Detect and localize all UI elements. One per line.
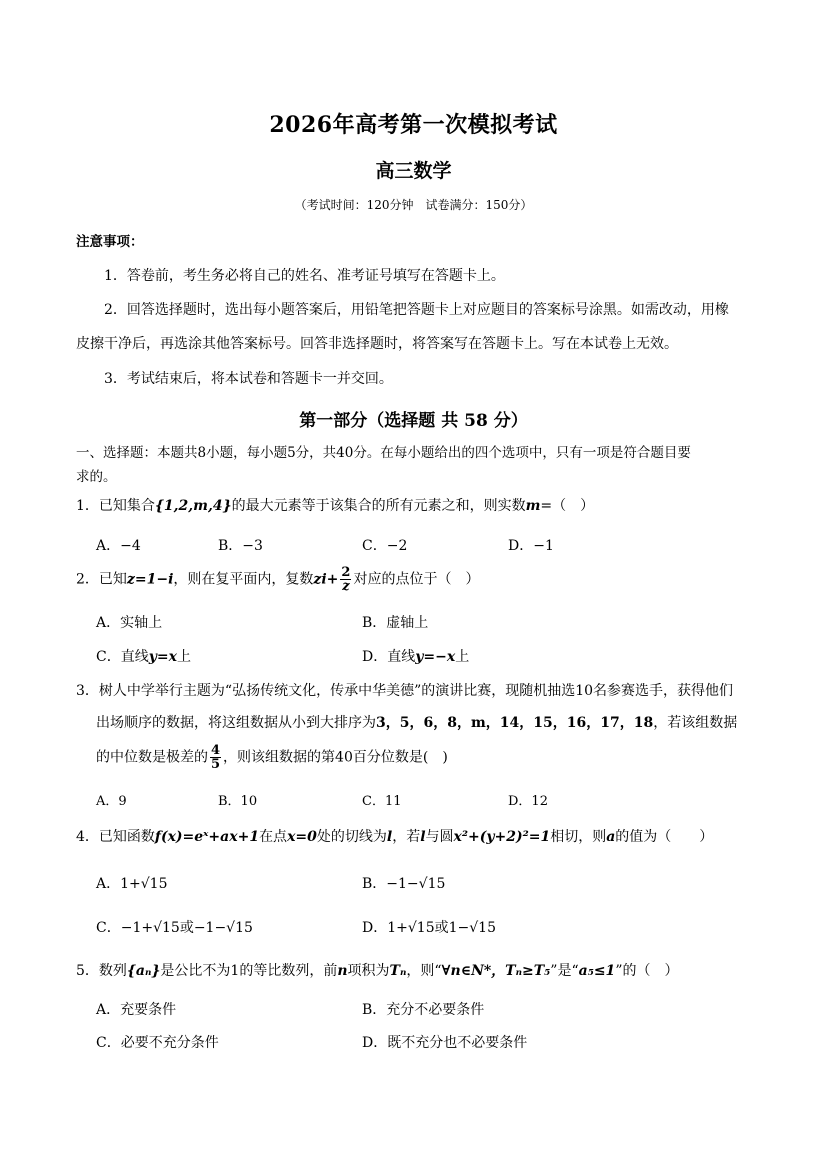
q1-option-a[interactable]: A．−4	[96, 538, 141, 554]
q4-option-b[interactable]: B．−1−√15	[362, 876, 446, 892]
q3-frac-den: 5	[211, 757, 221, 772]
q3-line2-post: ，若该组数据	[653, 715, 738, 731]
notice-heading: 注意事项：	[76, 234, 144, 250]
notice-item-3: 3．考试结束后，将本试卷和答题卡一并交回。	[104, 371, 393, 387]
q5-mid3: ，则“	[406, 963, 442, 979]
q4-l: l	[386, 829, 393, 845]
q2-optc-expr: y=x	[148, 649, 177, 665]
q5-seq: {aₙ}	[126, 963, 161, 979]
question-5-stem	[76, 960, 678, 980]
q5-end: ”的（ ）	[615, 963, 679, 979]
q5-mid4: ”是“	[550, 963, 579, 979]
section-intro-line-1: 一、选择题：本题共8小题，每小题5分，共40分。在每小题给出的四个选项中，只有一项是符合题目要	[76, 445, 691, 461]
q5-option-d[interactable]: D．既不充分也不必要条件	[362, 1035, 528, 1051]
q2-frac-num: 2	[341, 565, 351, 580]
q2-optc-pre: C．直线	[96, 649, 149, 665]
q1-pre: 1．已知集合	[76, 498, 155, 514]
q4-pre: 4．已知函数	[76, 829, 155, 845]
question-1-stem	[76, 495, 594, 515]
q2-optd-post: 上	[455, 649, 470, 665]
q1-option-d[interactable]: D．−1	[508, 538, 554, 554]
q3-line2-pre: 出场顺序的数据，将这组数据从小到大排序为	[96, 715, 376, 731]
q4-func: f(x)=eˣ+ax+1	[154, 829, 260, 845]
q2-z-expr: z=1−i	[126, 571, 174, 588]
q4-option-a[interactable]: A．1+√15	[96, 876, 168, 892]
q1-end: =（ ）	[540, 498, 595, 514]
q4-post: 相切，则	[550, 829, 607, 845]
q2-mid: ，则在复平面内，复数	[173, 571, 314, 588]
subject-title: 高三数学	[375, 160, 452, 182]
notice-item-2-line-1: 2．回答选择题时，选出每小题答案后，用铅笔把答题卡上对应题目的答案标号涂黑。如需改动，用橡	[104, 302, 729, 318]
q2-post: 对应的点位于（ ）	[353, 571, 480, 588]
q2-option-c[interactable]	[96, 646, 191, 666]
question-3-line-2	[96, 712, 737, 732]
q4-end: 的值为（ ）	[615, 829, 714, 845]
question-4-stem	[76, 826, 713, 846]
q3-option-c[interactable]: C．11	[362, 794, 402, 809]
q2-optc-post: 上	[176, 649, 191, 665]
q5-tn: Tₙ	[389, 963, 407, 979]
q4-point: x=0	[287, 829, 317, 845]
q4-option-d[interactable]: D．1+√15或1−√15	[362, 920, 496, 936]
q2-pre: 2．已知	[76, 571, 127, 588]
notice-item-1: 1．答卷前，考生务必将自己的姓名、准考证号填写在答题卡上。	[104, 268, 505, 284]
q3-option-b[interactable]: B．10	[218, 794, 258, 809]
q4-mid4: 与圆	[425, 829, 454, 845]
q3-fraction	[210, 744, 221, 771]
q2-optd-expr: y=−x	[415, 649, 456, 665]
q2-fraction	[340, 566, 351, 593]
q4-mid2: 处的切线为	[316, 829, 387, 845]
q1-option-b[interactable]: B．−3	[218, 538, 263, 554]
q5-pre: 5．数列	[76, 963, 127, 979]
q2-expr: zi+	[313, 571, 339, 588]
q4-l2: l	[420, 829, 426, 845]
q4-circle: x²+(y+2)²=1	[453, 829, 551, 845]
q3-option-d[interactable]: D．12	[508, 794, 548, 809]
page-title: 2026年高考第一次模拟考试	[269, 112, 558, 138]
question-2-stem	[76, 566, 479, 593]
q4-mid1: 在点	[259, 829, 288, 845]
q4-option-c[interactable]: C．−1+√15或−1−√15	[96, 920, 253, 936]
notice-item-2-line-2: 皮擦干净后，再选涂其他答案标号。回答非选择题时，将答案写在答题卡上。写在本试卷上无效。	[76, 336, 678, 352]
q2-option-a[interactable]: A．实轴上	[96, 615, 163, 631]
q4-a: a	[606, 829, 616, 845]
q3-data: 3，5，6，8，m，14，15，16，17，18	[376, 715, 654, 731]
q5-mid1: 是公比不为1的等比数列，前	[160, 963, 338, 979]
q1-var: m	[525, 498, 541, 514]
q5-n: n	[337, 963, 348, 979]
q1-option-c[interactable]: C．−2	[362, 538, 408, 554]
q5-cond2: a₅≤1	[578, 963, 616, 979]
q5-mid2: 项积为	[347, 963, 390, 979]
question-3-line-3	[96, 744, 448, 771]
q5-cond: ∀n∈N*，Tₙ≥T₅	[441, 963, 551, 979]
section-intro-line-2: 求的。	[76, 469, 117, 485]
q5-option-b[interactable]: B．充分不必要条件	[362, 1002, 485, 1018]
q1-set: {1,2,m,4}	[154, 498, 232, 514]
question-3-line-1: 3．树人中学举行主题为“弘扬传统文化，传承中华美德”的演讲比赛，现随机抽选10名参赛选手，获得他们	[76, 683, 734, 699]
q4-mid3: ，若	[392, 829, 421, 845]
q2-option-b[interactable]: B．虚轴上	[362, 615, 429, 631]
q1-post: 的最大元素等于该集合的所有元素之和，则实数	[231, 498, 526, 514]
q2-optd-pre: D．直线	[362, 649, 416, 665]
q2-option-d[interactable]	[362, 646, 469, 666]
exam-info: （考试时间：120分钟 试卷满分：150分）	[294, 198, 533, 212]
q2-frac-den: z	[342, 579, 350, 594]
q3-line3-post: ，则该组数据的第40百分位数是( )	[223, 749, 448, 766]
q5-option-a[interactable]: A．充要条件	[96, 1002, 177, 1018]
q3-line3-pre: 的中位数是极差的	[96, 749, 208, 766]
section-title: 第一部分（选择题 共 58 分）	[299, 411, 528, 431]
q3-option-a[interactable]: A．9	[96, 794, 127, 809]
q3-frac-num: 4	[211, 743, 221, 758]
q5-option-c[interactable]: C．必要不充分条件	[96, 1035, 219, 1051]
